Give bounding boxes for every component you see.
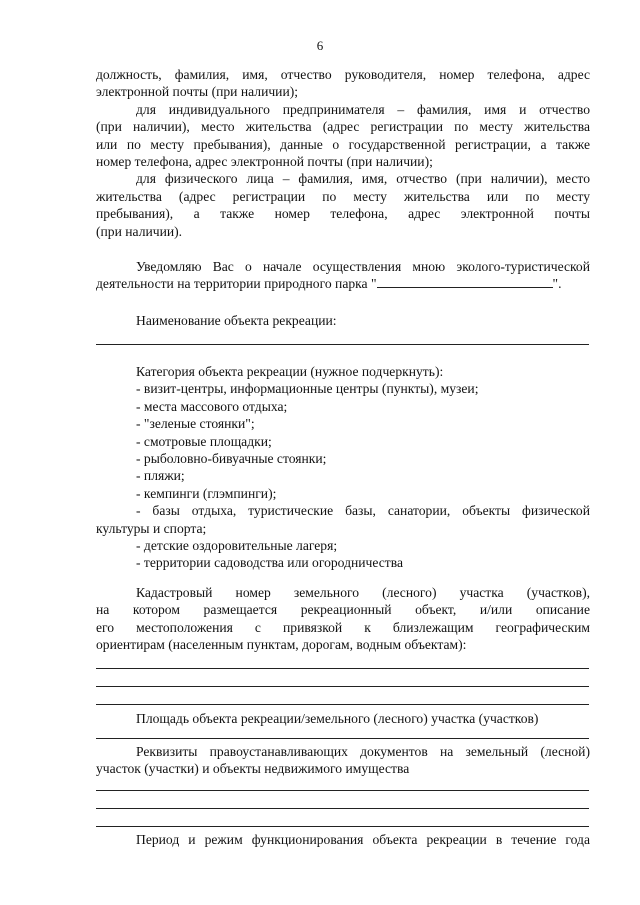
text-line: Уведомляю Вас о начале осуществления мною эколого-туристической [136, 259, 590, 274]
text-line: Кадастровый номер земельного (лесного) участка (участков), [136, 585, 590, 600]
cadastral-paragraph [96, 584, 590, 654]
text-line: должность, фамилия, имя, отчество руководителя, номер телефона, адрес [96, 67, 590, 82]
text-line: Реквизиты правоустанавливающих документов на земельный (лесной) [136, 744, 590, 759]
text-line: участок (участки) и объекты недвижимого имущества [96, 761, 410, 777]
text-line: деятельности на территории природного парка " [96, 276, 377, 292]
page-number: 6 [316, 38, 324, 53]
category-title: Категория объекта рекреации (нужное подчеркнуть): [136, 364, 444, 379]
cadastral-field-line[interactable] [96, 686, 589, 687]
list-item: - базы отдыха, туристические базы, санатории, объекты физической [136, 503, 590, 519]
category-list [96, 537, 590, 572]
intro-paragraph [96, 66, 590, 240]
area-label: Площадь объекта рекреации/земельного (лесного) участка (участков) [136, 711, 539, 726]
documents-paragraph [96, 743, 590, 778]
list-item: - "зеленые стоянки"; [136, 416, 255, 432]
cadastral-field-line[interactable] [96, 668, 589, 669]
list-item: - территории садоводства или огородничества [136, 555, 403, 571]
documents-field-line[interactable] [96, 826, 589, 827]
documents-field-line[interactable] [96, 790, 589, 791]
list-item: - кемпинги (глэмпинги); [136, 485, 277, 501]
period-label: Период и режим функционирования объекта рекреации в течение года [136, 832, 590, 847]
park-name-field[interactable] [377, 275, 553, 288]
notice-paragraph [96, 258, 590, 293]
text-line: или по месту пребывания), данные о государственной регистрации, а также [96, 136, 590, 152]
list-item: - смотровые площадки; [136, 433, 272, 449]
text-line: пребывания), а также номер телефона, адрес электронной почты [96, 206, 590, 222]
list-item: - рыболовно-бивуачные стоянки; [136, 451, 327, 467]
list-item: культуры и спорта; [96, 520, 207, 536]
text-line: (при наличии). [96, 223, 183, 239]
area-field[interactable] [96, 738, 589, 739]
list-item: - места массового отдыха; [136, 398, 288, 414]
text-line: для физического лица – фамилия, имя, отчество (при наличии), место [136, 171, 590, 187]
text-line: на котором размещается рекреационный объект, и/или описание [96, 602, 590, 618]
text-line: электронной почты (при наличии); [96, 84, 299, 100]
text-line: жительства (адрес регистрации по месту жительства или по месту [96, 188, 590, 204]
object-name-label: Наименование объекта рекреации: [136, 313, 337, 328]
list-item: - пляжи; [136, 468, 185, 484]
text-line: номер телефона, адрес электронной почты (при наличии); [96, 154, 433, 170]
cadastral-field-line[interactable] [96, 704, 589, 705]
text-line: ". [552, 276, 562, 292]
text-line: его местоположения с привязкой к близлежащим географическим [96, 619, 590, 635]
text-line: для индивидуального предпринимателя – фамилия, имя и отчество [136, 101, 590, 117]
category-block [96, 363, 590, 572]
category-list [96, 380, 590, 502]
documents-field-line[interactable] [96, 808, 589, 809]
list-item: - детские оздоровительные лагеря; [136, 538, 338, 554]
text-line: (при наличии), место жительства (адрес регистрации по месту жительства [96, 119, 590, 135]
object-name-field[interactable] [96, 344, 589, 345]
park-name-line [96, 275, 590, 292]
list-item: - визит-центры, информационные центры (пункты), музеи; [136, 381, 479, 397]
text-line: ориентирам (населенным пунктам, дорогам, водным объектам): [96, 637, 467, 653]
